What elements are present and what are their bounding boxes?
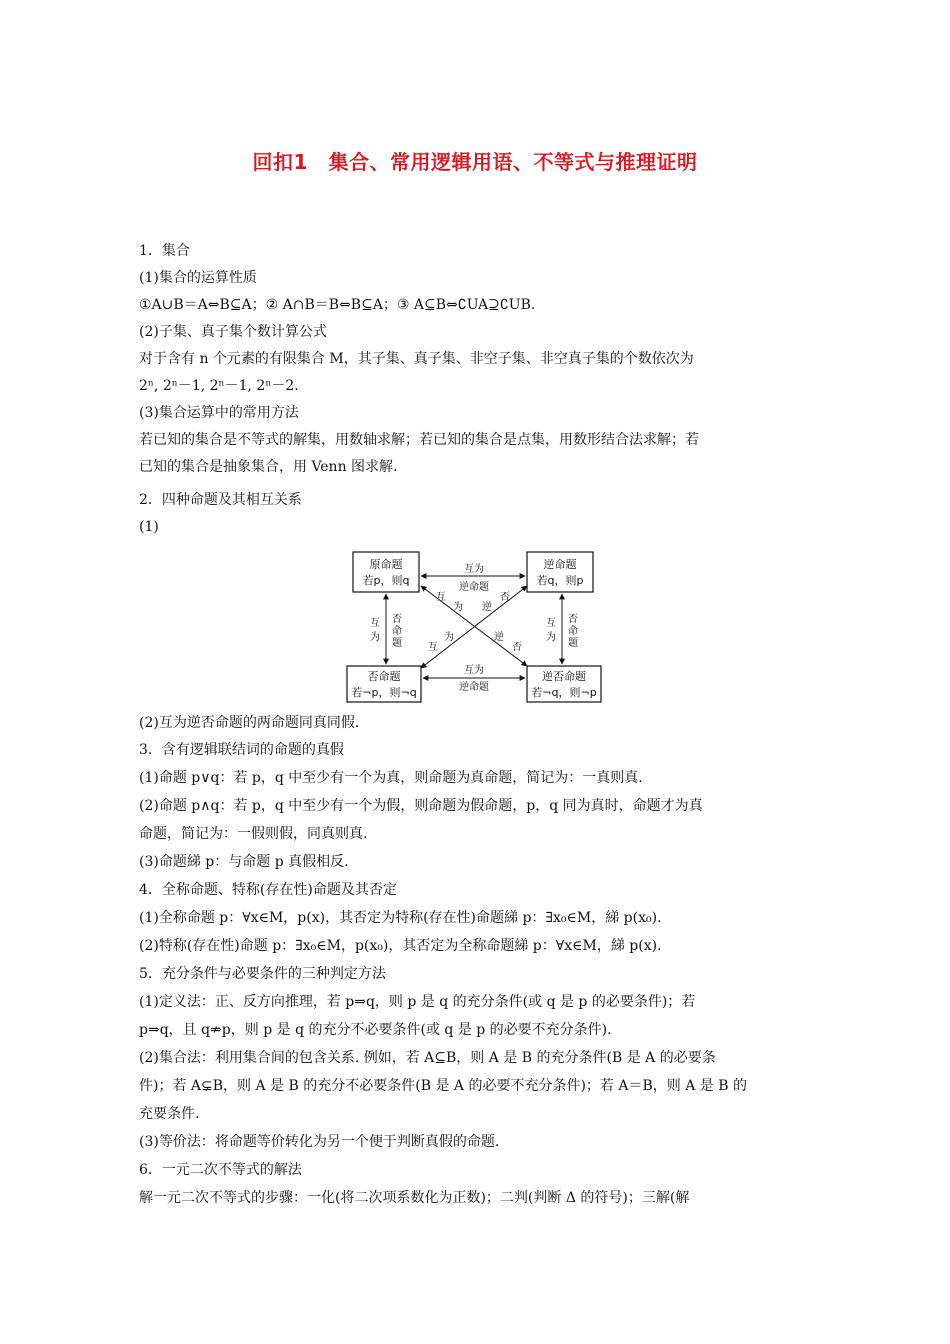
diagonal-label: 为	[444, 632, 454, 643]
left-label: 否	[392, 614, 402, 625]
section-heading: 6．一元二次不等式的解法	[139, 1162, 302, 1178]
diagonal-label: 互	[436, 592, 446, 603]
diagonal-label: 互	[428, 642, 438, 653]
left-label: 为	[370, 632, 380, 643]
section-heading: 1．集合	[139, 243, 190, 259]
left-label: 互	[370, 618, 380, 629]
text-line: (2)命题 p∧q：若 p，q 中至少有一个为假，则命题为假命题，p，q 同为真时，命题才为真	[139, 798, 703, 814]
box-inverse-title: 否命题	[367, 670, 401, 683]
right-label: 互	[546, 618, 556, 629]
text-line: (3)等价法：将命题等价转化为另一个便于判断真假的命题.	[139, 1134, 500, 1150]
top-label-1: 互为	[464, 564, 484, 575]
diagonal-label: 逆	[482, 602, 492, 613]
text-line: 2ⁿ, 2ⁿ－1, 2ⁿ－1, 2ⁿ－2.	[139, 378, 299, 394]
right-label: 为	[546, 632, 556, 643]
text-line: (3)命题綈 p：与命题 p 真假相反.	[139, 854, 349, 870]
text-line: (1)定义法：正、反方向推理，若 p⇒q，则 p 是 q 的充分条件(或 q 是 p 的必要条件)；若	[139, 994, 696, 1010]
text-line: (3)集合运算中的常用方法	[139, 405, 299, 421]
box-converse-title: 逆命题	[543, 558, 577, 571]
text-line: 若已知的集合是不等式的解集，用数轴求解；若已知的集合是点集，用数形结合法求解；若	[139, 432, 699, 448]
bottom-label-2: 逆命题	[459, 682, 489, 693]
top-label-2: 逆命题	[459, 582, 489, 593]
section-heading: 2．四种命题及其相互关系	[139, 492, 302, 508]
diagonal-label: 逆	[494, 632, 504, 643]
section-heading: 5．充分条件与必要条件的三种判定方法	[139, 966, 386, 982]
diagonal-label: 为	[453, 602, 463, 613]
page-title: 回扣1 集合、常用逻辑用语、不等式与推理证明	[252, 150, 698, 174]
text-line: 件)；若 A⊊B，则 A 是 B 的充分不必要条件(B 是 A 的必要不充分条件)；若 A＝B，则 A 是 B 的	[139, 1078, 747, 1094]
diagonal-label: 否	[512, 642, 522, 653]
text-line: (1)全称命题 p：∀x∈M，p(x)，其否定为特称(存在性)命题綈 p：∃x₀∈M，綈 p(x₀).	[139, 910, 662, 926]
text-line: 已知的集合是抽象集合，用 Venn 图求解.	[139, 459, 398, 475]
box-converse-body: 若q，则p	[536, 574, 584, 587]
bottom-label-1: 互为	[464, 665, 484, 676]
text-line: p⇒q，且 q⇏p，则 p 是 q 的充分不必要条件(或 q 是 p 的必要不充分条件).	[139, 1022, 612, 1038]
box-original-body: 若p，则q	[362, 574, 410, 587]
left-label: 题	[392, 638, 402, 649]
box-contrapositive-title: 逆否命题	[542, 670, 586, 683]
text-line: 对于含有 n 个元素的有限集合 M，其子集、真子集、非空子集、非空真子集的个数依次为	[139, 351, 694, 367]
section-heading: 3．含有逻辑联结词的命题的真假	[139, 742, 344, 758]
text-line: 充要条件.	[139, 1106, 200, 1122]
right-label: 题	[568, 638, 578, 649]
right-label: 否	[568, 614, 578, 625]
text-line: 命题，简记为：一假则假，同真则真.	[139, 826, 368, 842]
box-contrapositive-body: 若¬q，则¬p	[531, 686, 597, 699]
diagonal-label: 否	[500, 592, 510, 603]
text-line: 解一元二次不等式的步骤：一化(将二次项系数化为正数)；二判(判断 Δ 的符号)；三解(解	[139, 1190, 690, 1206]
text-line: (2)特称(存在性)命题 p：∃x₀∈M，p(x₀)，其否定为全称命题綈 p：∀x∈M，綈 p(x).	[139, 938, 662, 954]
section-heading: 4．全称命题、特称(存在性)命题及其否定	[139, 882, 397, 898]
text-line: (1)命题 p∨q：若 p，q 中至少有一个为真，则命题为真命题，简记为：一真则真.	[139, 770, 643, 786]
box-original-title: 原命题	[369, 558, 403, 571]
text-line: (2)子集、真子集个数计算公式	[139, 324, 327, 340]
text-line: (1)	[139, 519, 159, 535]
four-propositions-diagram	[345, 546, 607, 706]
text-line: (2)集合法：利用集合间的包含关系. 例如，若 A⊆B，则 A 是 B 的充分条件(B 是 A 的必要条	[139, 1050, 716, 1066]
text-line: (2)互为逆否命题的两命题同真同假.	[139, 715, 360, 731]
text-line: (1)集合的运算性质	[139, 270, 257, 286]
text-line: ①A∪B＝A⇔B⊆A；② A∩B＝B⇔B⊆A；③ A⊆B⇔∁UA⊇∁UB.	[139, 297, 536, 313]
left-label: 命	[392, 626, 402, 637]
box-inverse-body: 若¬p，则¬q	[351, 686, 417, 699]
right-label: 命	[568, 626, 578, 637]
